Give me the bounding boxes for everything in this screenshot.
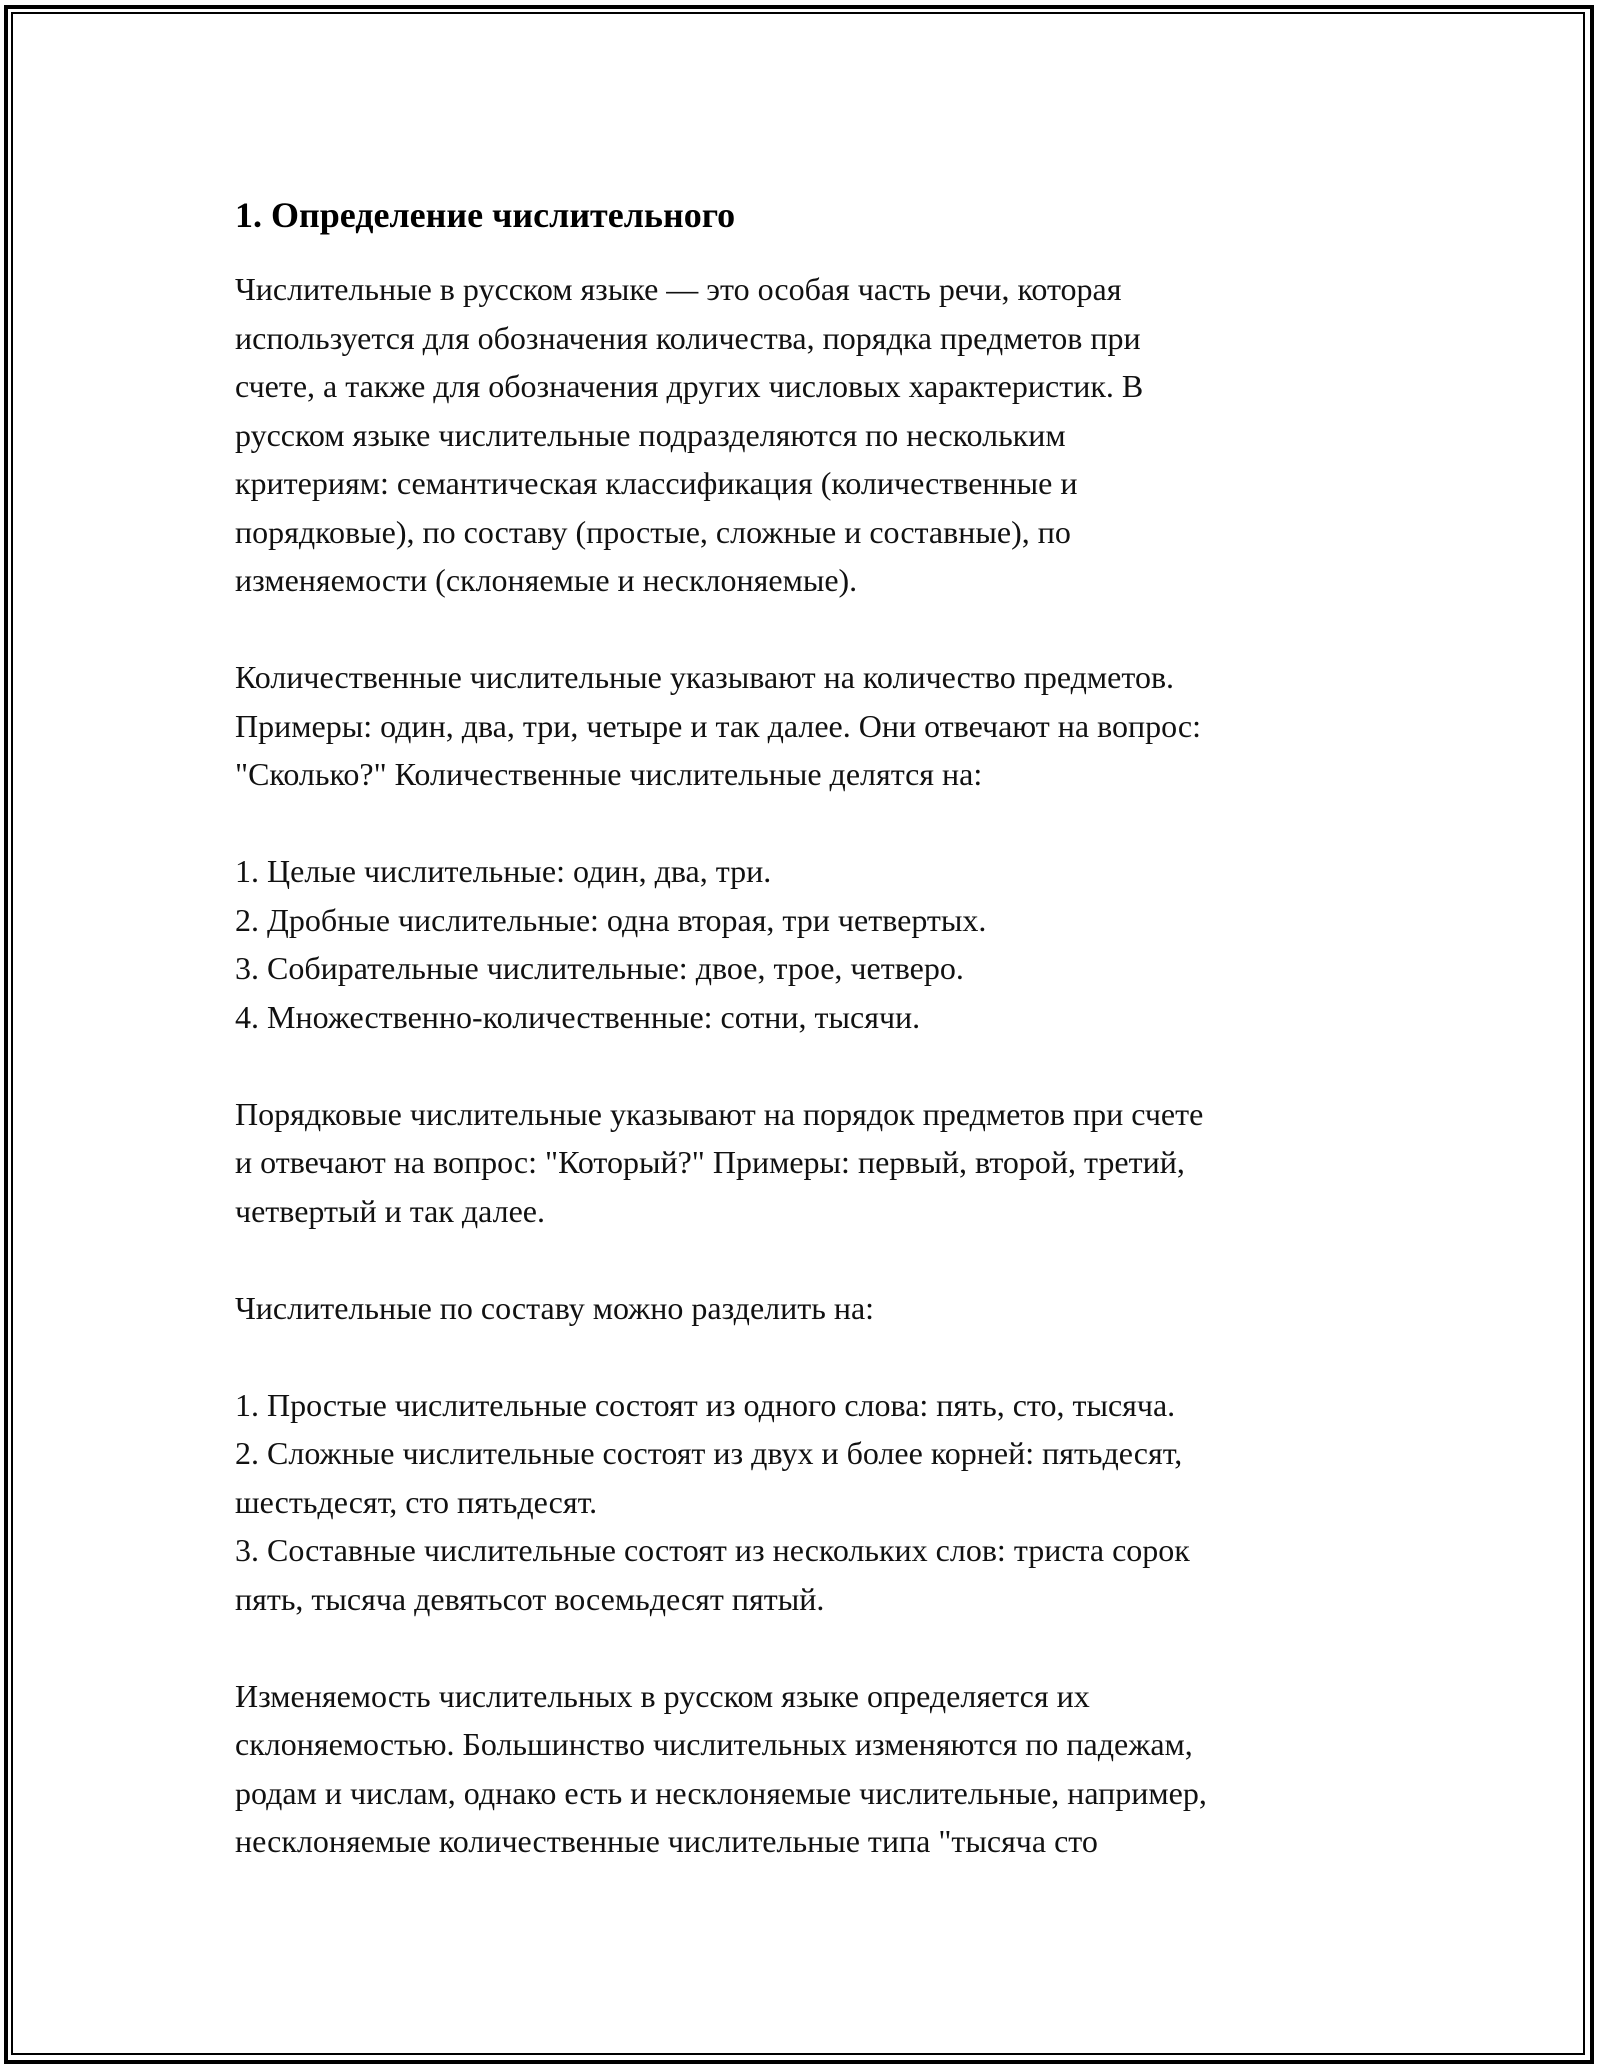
text-line: Изменяемость числительных в русском языке определяется их	[235, 1677, 1090, 1714]
list-item: 4. Множественно-количественные: сотни, тысячи.	[235, 998, 921, 1035]
paragraph-inflection	[235, 1672, 1365, 1866]
list-item: 3. Составные числительные состоят из нескольких слов: триста сорок	[235, 1532, 1190, 1568]
paragraph-gap	[235, 1041, 1365, 1090]
paragraph-gap	[235, 1235, 1365, 1284]
text-line: Числительные в русском языке — это особая часть речи, которая	[235, 271, 1122, 307]
list-composition-types	[235, 1381, 1365, 1624]
text-line: родам и числам, однако есть и несклоняемые числительные, например,	[235, 1774, 1207, 1811]
paragraph-gap	[235, 605, 1365, 654]
text-line: критериям: семантическая классификация (количественные и	[235, 465, 1078, 501]
text-line: Числительные по составу можно разделить на:	[235, 1289, 875, 1326]
paragraph-definition	[235, 265, 1365, 605]
text-line: изменяемости (склоняемые и несклоняемые).	[235, 562, 858, 598]
text-line: Примеры: один, два, три, четыре и так далее. Они отвечают на вопрос:	[235, 707, 1201, 744]
text-line: склоняемостью. Большинство числительных изменяются по падежам,	[235, 1726, 1193, 1762]
document-body	[235, 189, 1365, 1866]
paragraph-cardinal	[235, 653, 1365, 799]
text-line: Порядковые числительные указывают на порядок предметов при счете	[235, 1095, 1204, 1132]
list-item: шестьдесят, сто пятьдесят.	[235, 1483, 598, 1520]
text-line: используется для обозначения количества, порядка предметов при	[235, 319, 1141, 356]
list-cardinal-types	[235, 847, 1365, 1041]
text-line: и отвечают на вопрос: "Который?" Примеры: первый, второй, третий,	[235, 1144, 1185, 1180]
paragraph-composition-intro	[235, 1284, 1365, 1333]
text-line: счете, а также для обозначения других числовых характеристик. В	[235, 368, 1144, 404]
list-item: 2. Дробные числительные: одна вторая, три четвертых.	[235, 901, 987, 938]
list-item: 1. Целые числительные: один, два, три.	[235, 853, 772, 889]
section-title: 1. Определение числительного	[235, 195, 736, 235]
list-item: 2. Сложные числительные состоят из двух и более корней: пятьдесят,	[235, 1435, 1183, 1471]
paragraph-gap	[235, 1623, 1365, 1672]
text-line: четвертый и так далее.	[235, 1192, 545, 1229]
list-item: пять, тысяча девятьсот восемьдесят пятый.	[235, 1580, 825, 1617]
paragraph-gap	[235, 1332, 1365, 1381]
text-line: несклоняемые количественные числительные типа "тысяча сто	[235, 1823, 1098, 1859]
list-item: 1. Простые числительные состоят из одного слова: пять, сто, тысяча.	[235, 1386, 1176, 1423]
list-item: 3. Собирательные числительные: двое, трое, четверо.	[235, 950, 964, 986]
text-line: порядковые), по составу (простые, сложные и составные), по	[235, 513, 1071, 550]
text-line: Количественные числительные указывают на количество предметов.	[235, 659, 1175, 695]
paragraph-gap	[235, 799, 1365, 848]
text-line: "Сколько?" Количественные числительные делятся на:	[235, 756, 983, 792]
paragraph-ordinal	[235, 1090, 1365, 1236]
text-line: русском языке числительные подразделяются по нескольким	[235, 416, 1066, 453]
